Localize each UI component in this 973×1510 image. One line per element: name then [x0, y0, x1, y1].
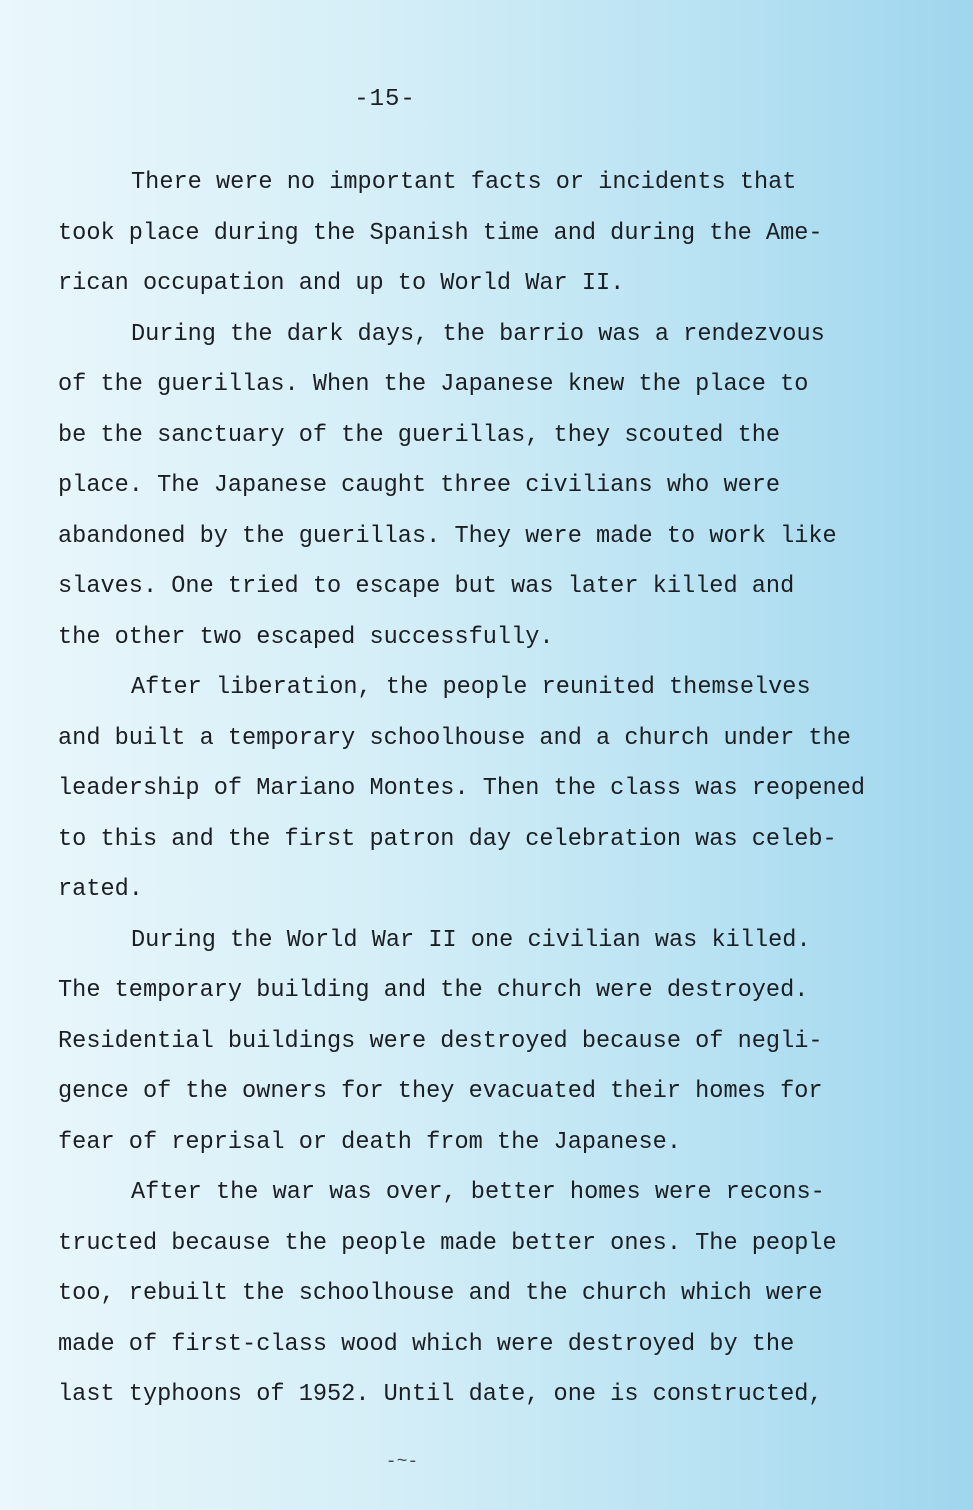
text-line: rican occupation and up to World War II.	[58, 270, 625, 297]
text-line: Residential buildings were destroyed because of negli-	[58, 1027, 823, 1055]
text-line: The temporary building and the church were destroyed.	[58, 977, 809, 1004]
text-line: to this and the first patron day celebration was celeb-	[58, 825, 837, 853]
text-line: After the war was over, better homes were recons-	[131, 1179, 825, 1206]
text-line: rated.	[58, 876, 143, 903]
text-line: of the guerillas. When the Japanese knew the place to	[58, 371, 809, 398]
text-line: After liberation, the people reunited themselves	[131, 674, 811, 701]
text-line: made of first-class wood which were destroyed by the	[58, 1330, 795, 1358]
text-line: leadership of Mariano Montes. Then the class was reopened	[58, 775, 866, 802]
text-line: and built a temporary schoolhouse and a church under the	[58, 724, 851, 752]
text-line: fear of reprisal or death from the Japanese.	[58, 1128, 681, 1156]
text-line: During the World War II one civilian was killed.	[131, 926, 811, 954]
text-line: place. The Japanese caught three civilians who were	[58, 472, 781, 499]
text-line: tructed because the people made better ones. The people	[58, 1229, 837, 1257]
text-line: be the sanctuary of the guerillas, they scouted the	[58, 421, 781, 449]
text-line: There were no important facts or incidents that	[131, 169, 797, 196]
text-line: the other two escaped successfully.	[58, 623, 554, 651]
text-line: During the dark days, the barrio was a rendezvous	[131, 320, 825, 348]
text-line: slaves. One tried to escape but was later killed and	[58, 573, 795, 600]
text-line: took place during the Spanish time and during the Ame-	[58, 219, 823, 247]
text-line: gence of the owners for they evacuated their homes for	[58, 1078, 823, 1105]
text-line: last typhoons of 1952. Until date, one is constructed,	[58, 1381, 823, 1408]
footer-mark: -~-	[385, 1452, 419, 1472]
page-number: -15-	[354, 86, 416, 113]
body-text	[58, 158, 938, 1421]
text-line: abandoned by the guerillas. They were made to work like	[58, 522, 837, 550]
text-line: too, rebuilt the schoolhouse and the church which were	[58, 1280, 823, 1307]
